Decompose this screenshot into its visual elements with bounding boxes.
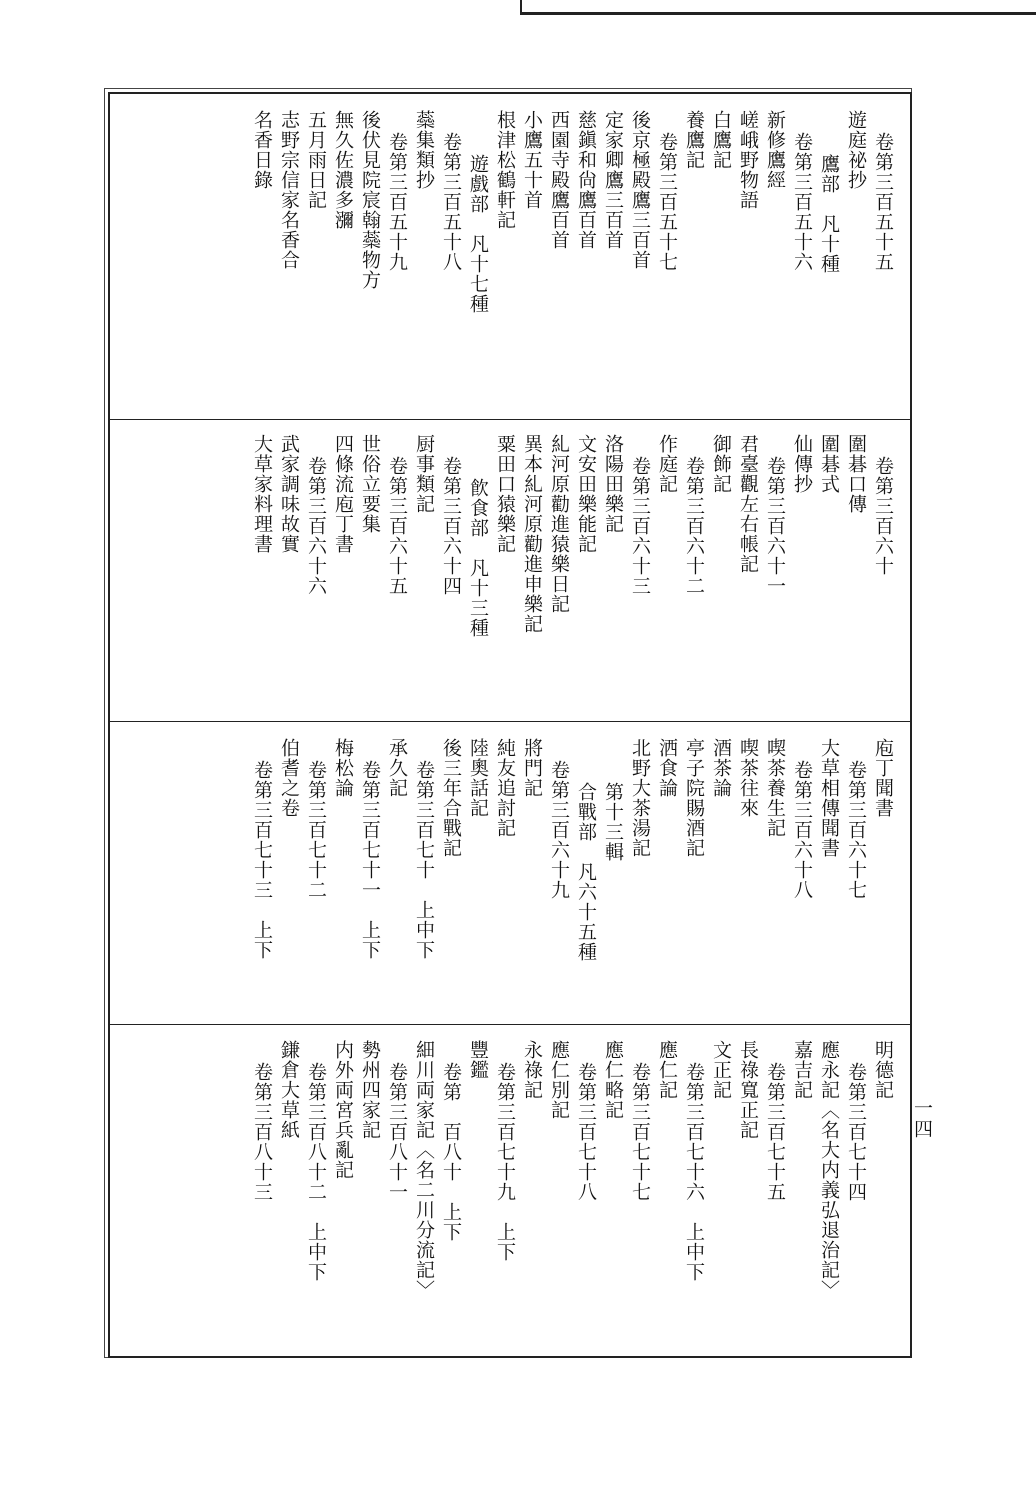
text-column: 大草家料理書 [251,434,273,554]
text-column: 梅松論 [332,738,354,798]
text-column: 御飾記 [710,434,732,494]
section-divider [110,1024,910,1025]
text-column: 白鷹記 [710,110,732,170]
text-column: 卷第三百六十 [872,456,894,576]
top-rule [520,0,1036,15]
text-column: 飮食部 凡十三種 [467,478,489,638]
text-column: 異本糺河原勸進申樂記 [521,434,543,634]
text-column: 圍碁式 [818,434,840,494]
text-column: 亭子院賜酒記 [683,738,705,858]
text-column: 應永記〈名大内義弘退治記〉 [818,1040,840,1300]
text-column: 洛陽田樂記 [602,434,624,534]
text-column: 卷第三百七十三 上下 [251,760,273,960]
text-column: 卷第三百七十六 上中下 [683,1062,705,1282]
text-column: 嘉吉記 [791,1040,813,1100]
text-column: 將門記 [521,738,543,798]
text-column: 根津松鶴軒記 [494,110,516,230]
text-column: 卷第三百六十四 [440,456,462,596]
text-column: 卷第三百八十三 [251,1062,273,1202]
text-column: 卷第三百六十三 [629,456,651,596]
text-column: 嵯峨野物語 [737,110,759,210]
text-column: 卷第三百五十五 [872,132,894,272]
text-column: 遊戲部 凡十七種 [467,154,489,314]
text-column: 卷第三百七十一 上下 [359,760,381,960]
text-column: 卷第三百六十一 [764,456,786,596]
text-column: 酒茶論 [710,738,732,798]
text-column: 陸奧話記 [467,738,489,818]
text-column: 文正記 [710,1040,732,1100]
text-column: 卷第三百七十 上中下 [413,760,435,960]
text-column: 後伏見院宸翰蘂物方 [359,110,381,290]
text-column: 明德記 [872,1040,894,1100]
text-column: 卷第三百六十九 [548,760,570,900]
text-column: 遊庭祕抄 [845,110,867,190]
text-column: 應仁記 [656,1040,678,1100]
text-column: 後三年合戰記 [440,738,462,858]
section-3 [110,738,910,1018]
text-column: 小鷹五十首 [521,110,543,210]
text-column: 卷第三百七十二 [305,760,327,900]
text-column: 後京極殿鷹三百首 [629,110,651,270]
text-column: 喫茶養生記 [764,738,786,838]
text-column: 卷第三百七十七 [629,1062,651,1202]
text-column: 無久佐濃多瀰 [332,110,354,230]
text-column: 定家卿鷹三百首 [602,110,624,250]
text-column: 内外両宮兵亂記 [332,1040,354,1180]
text-column: 卷第三百六十八 [791,760,813,900]
text-column: 鷹部 凡十種 [818,154,840,274]
page-number: 一四 [911,1098,933,1140]
text-column: 卷第三百六十七 [845,760,867,900]
text-column: 洒食論 [656,738,678,798]
section-1 [110,110,910,410]
text-column: 卷第三百六十五 [386,456,408,596]
text-column: 君臺觀左右帳記 [737,434,759,574]
text-column: 庖丁聞書 [872,738,894,818]
section-4 [110,1040,910,1340]
text-column: 卷第三百八十二 上中下 [305,1062,327,1282]
text-column: 鎌倉大草紙 [278,1040,300,1140]
text-column: 伯耆之卷 [278,738,300,818]
text-column: 卷第三百五十七 [656,132,678,272]
text-column: 應仁略記 [602,1040,624,1120]
text-column: 長祿寬正記 [737,1040,759,1140]
text-column: 喫茶往來 [737,738,759,818]
text-column: 武家調味故實 [278,434,300,554]
text-column: 養鷹記 [683,110,705,170]
text-column: 糺河原勸進猿樂日記 [548,434,570,614]
text-column: 五月雨日記 [305,110,327,210]
text-column: 應仁別記 [548,1040,570,1120]
section-divider [110,419,910,420]
section-divider [110,721,910,722]
page-frame [108,92,912,1358]
text-column: 志野宗信家名香合 [278,110,300,270]
text-column: 蘂集類抄 [413,110,435,190]
section-2 [110,434,910,724]
text-column: 世俗立要集 [359,434,381,534]
text-column: 西園寺殿鷹百首 [548,110,570,250]
text-column: 新修鷹經 [764,110,786,190]
text-column: 四條流庖丁書 [332,434,354,554]
text-column: 卷第三百六十六 [305,456,327,596]
text-column: 仙傳抄 [791,434,813,494]
text-column: 大草相傳聞書 [818,738,840,858]
text-column: 純友追討記 [494,738,516,838]
text-column: 卷第三百七十八 [575,1062,597,1202]
text-column: 卷第三百六十二 [683,456,705,596]
text-column: 圍碁口傳 [845,434,867,514]
text-column: 卷第三百七十四 [845,1062,867,1202]
text-column: 卷第三百五十六 [791,132,813,272]
text-column: 卷第三百八十一 [386,1062,408,1202]
text-column: 承久記 [386,738,408,798]
text-column: 慈鎭和尙鷹百首 [575,110,597,250]
text-column: 卷第三百五十九 [386,132,408,272]
text-column: 北野大茶湯記 [629,738,651,858]
text-column: 卷第三百七十九 上下 [494,1062,516,1262]
text-column: 豐鑑 [467,1040,489,1080]
text-column: 文安田樂能記 [575,434,597,554]
text-column: 永祿記 [521,1040,543,1100]
text-column: 卷第三百五十八 [440,132,462,272]
text-column: 第十三輯 [602,782,624,862]
text-column: 細川両家記〈名二川分流記〉 [413,1040,435,1300]
text-column: 勢州四家記 [359,1040,381,1140]
text-column: 卷第三百七十五 [764,1062,786,1202]
text-column: 卷第 百八十 上下 [440,1062,462,1242]
text-column: 合戰部 凡六十五種 [575,782,597,962]
text-column: 粟田口猿樂記 [494,434,516,554]
text-column: 名香日錄 [251,110,273,190]
text-column: 作庭記 [656,434,678,494]
text-column: 厨事類記 [413,434,435,514]
